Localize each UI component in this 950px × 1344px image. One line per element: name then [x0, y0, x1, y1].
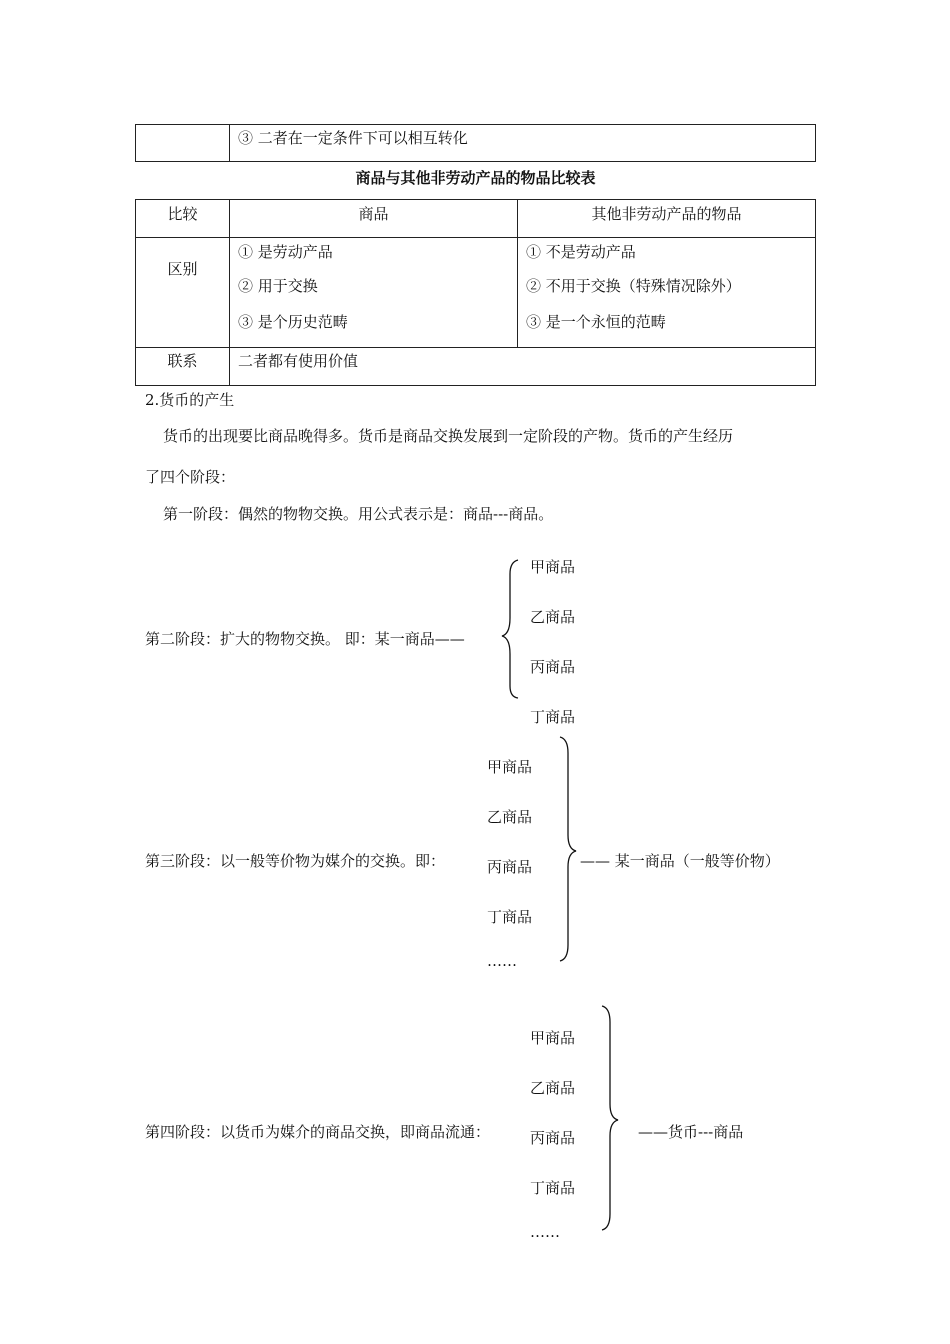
stage3-item-3: 丙商品 — [487, 858, 533, 876]
other-diffs-cell — [518, 238, 816, 348]
stage3-item-5: …… — [487, 952, 517, 970]
link-label-cell — [136, 348, 230, 386]
other-diff-2: ② 不用于交换（特殊情况除外） — [526, 277, 741, 295]
top-table-empty-cell — [136, 125, 230, 162]
stage2-item-1: 甲商品 — [530, 558, 576, 576]
header-goods: 商品 — [230, 200, 518, 238]
top-table-text: ③ 二者在一定条件下可以相互转化 — [238, 129, 468, 147]
link-text: 二者都有使用价值 — [238, 352, 359, 370]
stage3-brace — [558, 737, 578, 962]
stage1-text: 第一阶段：偶然的物物交换。用公式表示是：商品---商品。 — [163, 505, 554, 523]
stage2-item-3: 丙商品 — [530, 658, 576, 676]
stage4-item-3: 丙商品 — [530, 1129, 576, 1147]
diff-label: 区别 — [167, 260, 198, 278]
diff-label-cell — [136, 238, 230, 348]
stage4-label: 第四阶段：以货币为媒介的商品交换，即商品流通： — [145, 1123, 491, 1141]
goods-diffs-cell — [230, 238, 518, 348]
other-diff-3: ③ 是一个永恒的范畴 — [526, 313, 666, 331]
stage3-label: 第三阶段：以一般等价物为媒介的交换。即： — [145, 852, 446, 870]
section-paragraph-line2: 了四个阶段： — [145, 468, 236, 486]
stage2-label: 第二阶段：扩大的物物交换。 即：某一商品—— — [145, 630, 465, 648]
link-text-cell — [230, 348, 816, 386]
goods-diff-2: ② 用于交换 — [238, 277, 318, 295]
other-diff-1: ① 不是劳动产品 — [526, 243, 636, 261]
stage4-item-2: 乙商品 — [530, 1079, 576, 1097]
link-label: 联系 — [167, 352, 198, 370]
compare-table — [135, 199, 816, 386]
stage4-item-5: …… — [530, 1223, 560, 1241]
stage3-item-2: 乙商品 — [487, 808, 533, 826]
section-heading: 2.货币的产生 — [145, 391, 235, 409]
stage2-item-4: 丁商品 — [530, 708, 576, 726]
header-compare: 比较 — [136, 200, 230, 238]
stage2-brace — [502, 560, 524, 700]
top-table-text-cell — [230, 125, 816, 162]
compare-table-title: 商品与其他非劳动产品的物品比较表 — [355, 169, 596, 187]
stage4-item-1: 甲商品 — [530, 1029, 576, 1047]
stage2-item-2: 乙商品 — [530, 608, 576, 626]
stage3-result: —— 某一商品（一般等价物） — [580, 852, 780, 870]
goods-diff-3: ③ 是个历史范畴 — [238, 313, 348, 331]
stage4-result: ——货币---商品 — [638, 1123, 744, 1141]
stage3-item-4: 丁商品 — [487, 908, 533, 926]
stage4-brace — [600, 1006, 620, 1231]
top-table — [135, 124, 816, 162]
stage3-item-1: 甲商品 — [487, 758, 533, 776]
section-paragraph-line1: 货币的出现要比商品晚得多。货币是商品交换发展到一定阶段的产物。货币的产生经历 — [163, 427, 734, 445]
header-other: 其他非劳动产品的物品 — [518, 200, 816, 238]
stage4-item-4: 丁商品 — [530, 1179, 576, 1197]
goods-diff-1: ① 是劳动产品 — [238, 243, 333, 261]
